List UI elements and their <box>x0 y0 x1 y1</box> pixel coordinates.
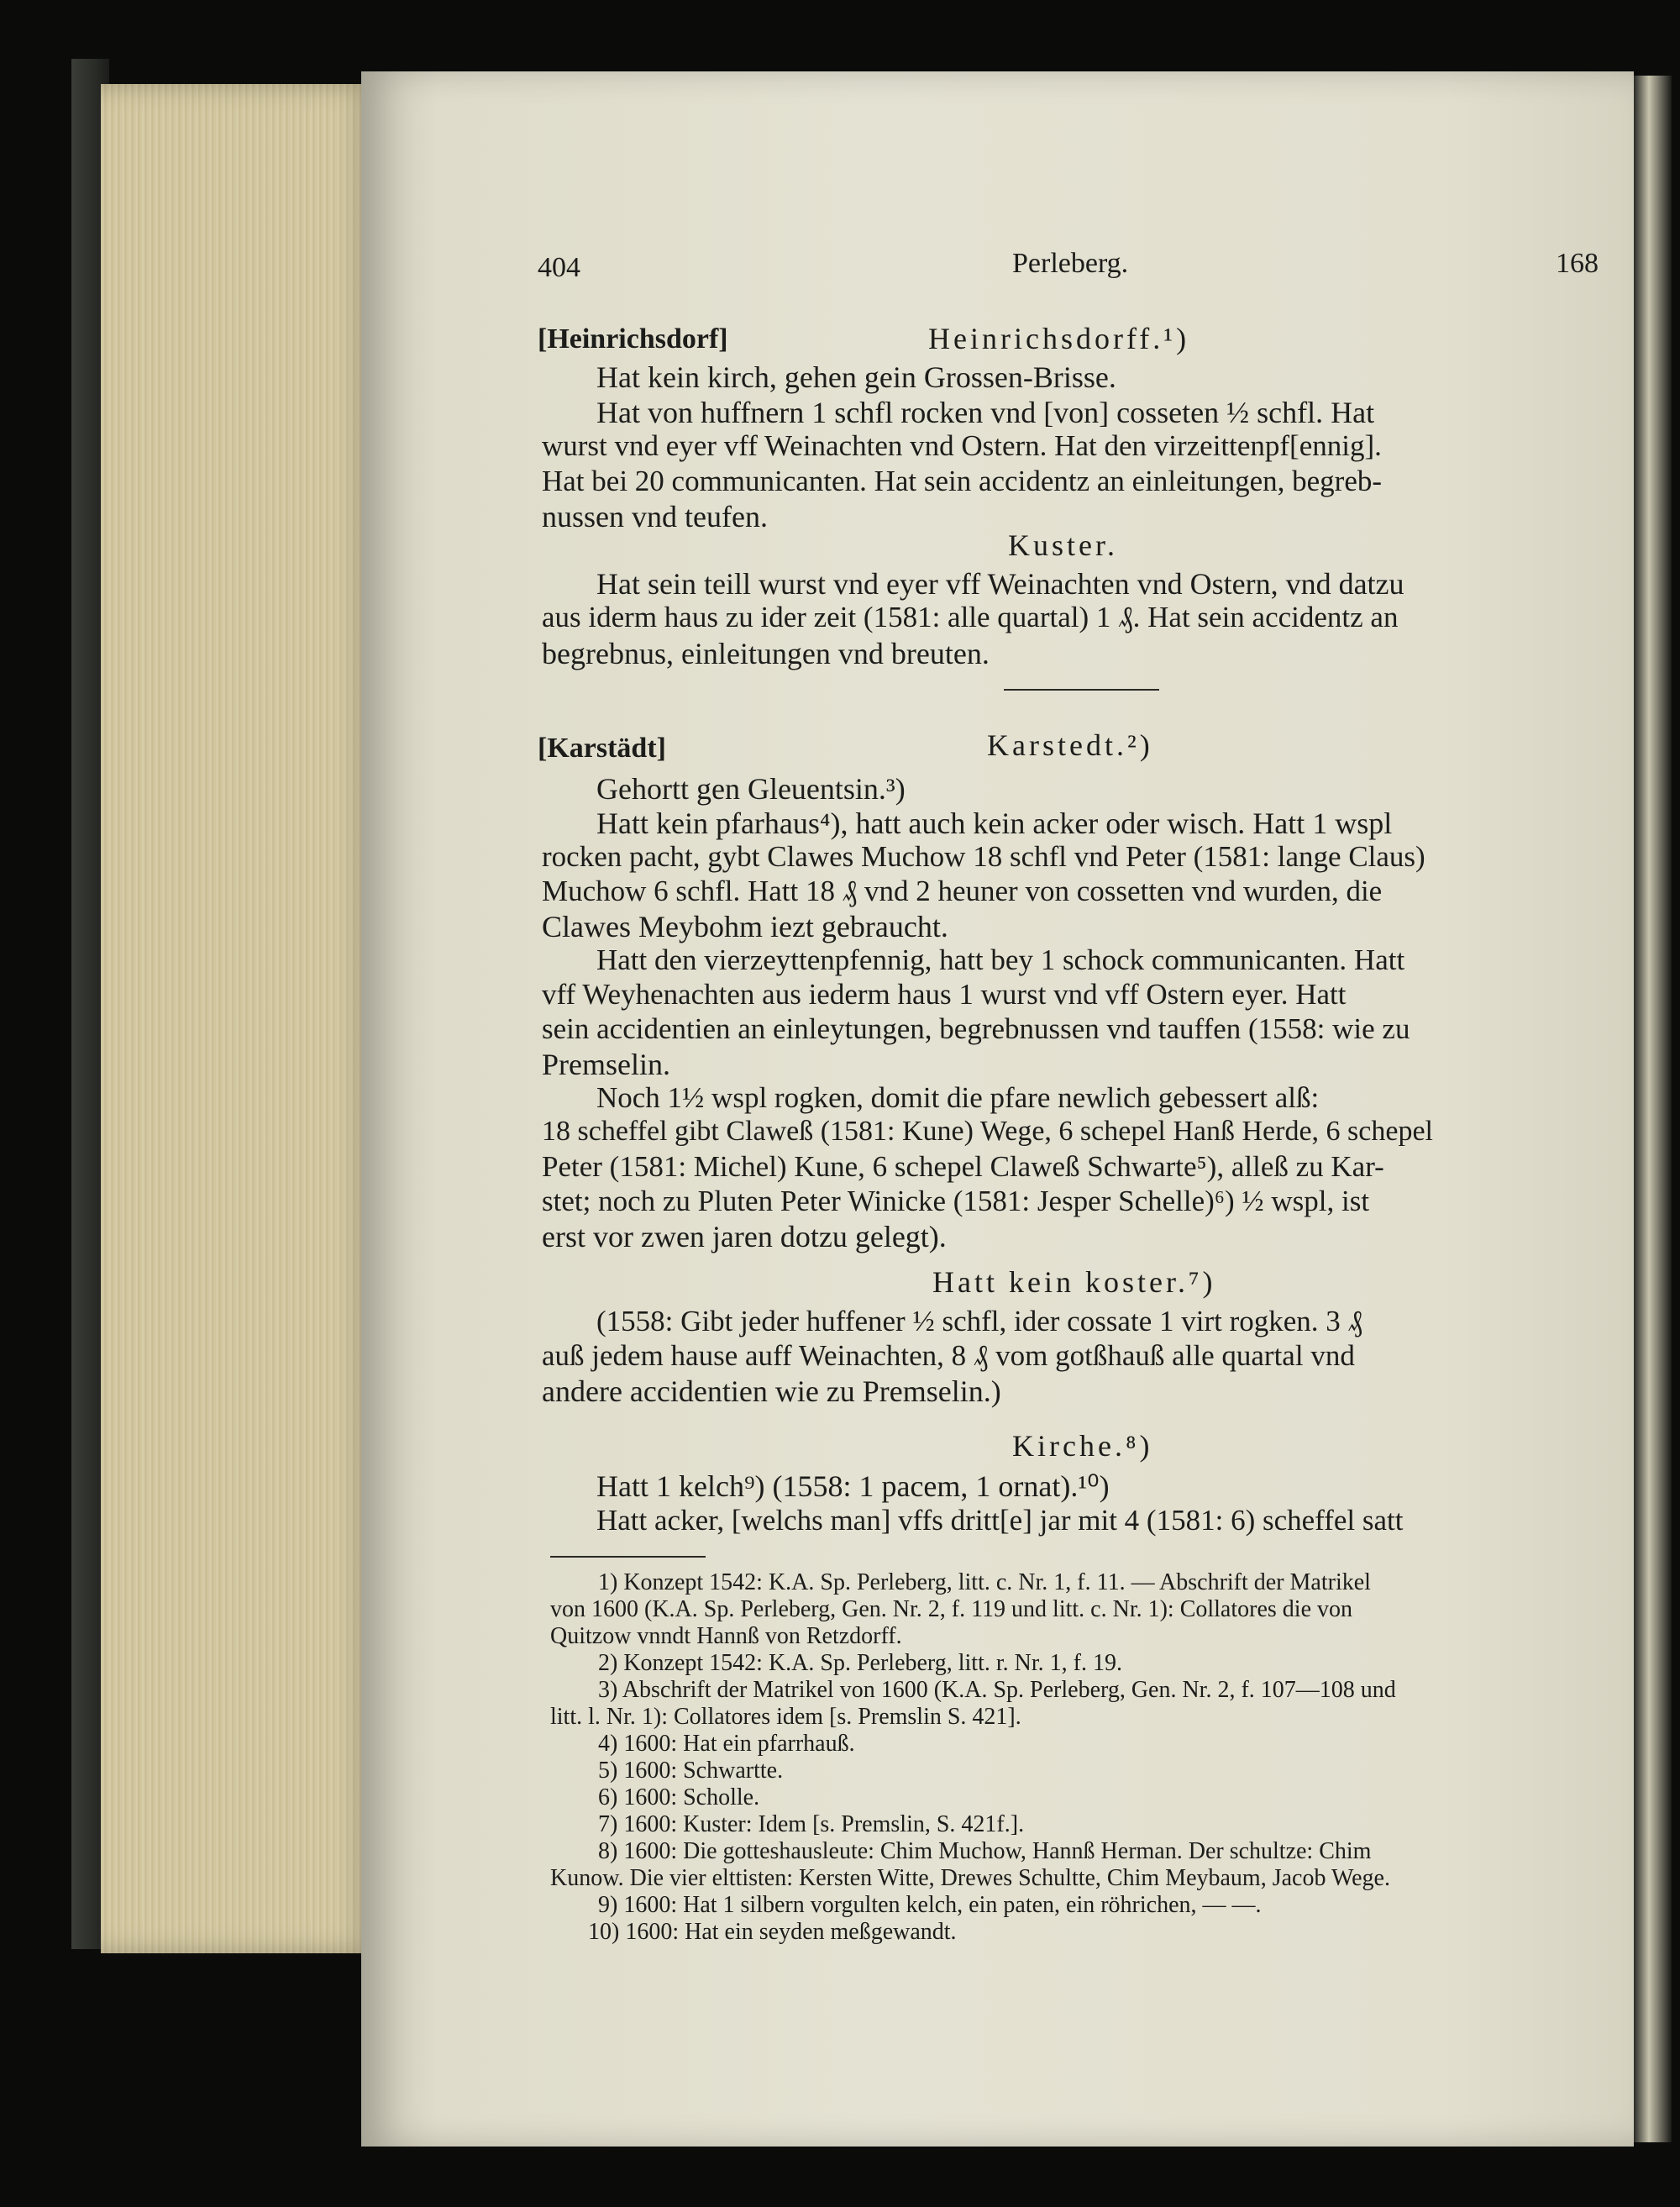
section-label-heinrichsdorf: [Heinrichsdorf] <box>538 323 728 355</box>
text-line: nussen vnd teufen. <box>542 500 768 533</box>
footnote-line: 8) 1600: Die gotteshausleute: Chim Muchow, Hannß Herman. Der schultze: Chim <box>598 1838 1372 1864</box>
text-line: (1558: Gibt jeder huffener ½ schfl, ider cossate 1 virt rogken. 3 ₰ <box>596 1305 1363 1337</box>
text-line: begrebnus, einleitungen vnd breuten. <box>542 637 990 670</box>
text-line: wurst vnd eyer vff Weinachten vnd Ostern. Hat den virzeittenpf[ennig]. <box>542 429 1382 462</box>
text-line: Hatt kein pfarhaus⁴), hatt auch kein acker oder wisch. Hatt 1 wspl <box>596 807 1393 840</box>
footnote-line: 5) 1600: Schwartte. <box>598 1758 784 1784</box>
subheading-kuster: Kuster. <box>1008 528 1118 562</box>
page-stack-edge <box>101 84 378 1953</box>
text-line: Hat bei 20 communicanten. Hat sein accidentz an einleitungen, begreb- <box>542 465 1383 497</box>
footnote-line: 2) Konzept 1542: K.A. Sp. Perleberg, litt. r. Nr. 1, f. 19. <box>598 1650 1122 1676</box>
text-line: aus iderm haus zu ider zeit (1581: alle quartal) 1 ₰. Hat sein accidentz an <box>542 601 1399 633</box>
footnote-line: 1) Konzept 1542: K.A. Sp. Perleberg, litt. c. Nr. 1, f. 11. — Abschrift der Matrikel <box>598 1569 1371 1595</box>
footnote-line: von 1600 (K.A. Sp. Perleberg, Gen. Nr. 2, f. 119 und litt. c. Nr. 1): Collatores die von <box>550 1596 1352 1622</box>
text-line: Noch 1½ wspl rogken, domit die pfare newlich gebessert alß: <box>596 1081 1320 1114</box>
text-line: rocken pacht, gybt Clawes Muchow 18 schfl vnd Peter (1581: lange Claus) <box>542 840 1425 873</box>
text-line: stet; noch zu Pluten Peter Winicke (1581: Jesper Schelle)⁶) ½ wspl, ist <box>542 1185 1370 1217</box>
footnote-line: litt. l. Nr. 1): Collatores idem [s. Premslin S. 421]. <box>550 1704 1021 1730</box>
text-line: Clawes Meybohm iezt gebraucht. <box>542 910 948 943</box>
footnote-rule <box>550 1556 706 1558</box>
page-number-right: 168 <box>1556 248 1599 279</box>
facing-page-edge <box>1634 76 1672 2142</box>
section-heading-heinrichsdorf: Heinrichsdorff.¹) <box>928 322 1190 355</box>
section-divider <box>1004 689 1159 691</box>
footnote-line: Quitzow vnndt Hannß von Retzdorff. <box>550 1623 902 1649</box>
text-line: Peter (1581: Michel) Kune, 6 schepel Claweß Schwarte⁵), alleß zu Kar- <box>542 1150 1384 1183</box>
text-line: Hatt den vierzeyttenpfennig, hatt bey 1 schock communicanten. Hatt <box>596 943 1405 976</box>
footnote-line: 4) 1600: Hat ein pfarrhauß. <box>598 1731 855 1757</box>
footnote-line: 3) Abschrift der Matrikel von 1600 (K.A. Sp. Perleberg, Gen. Nr. 2, f. 107—108 und <box>598 1677 1396 1703</box>
text-line: Hatt acker, [welchs man] vffs dritt[e] jar mit 4 (1581: 6) scheffel satt <box>596 1504 1404 1537</box>
text-line: auß jedem hause auff Weinachten, 8 ₰ vom gotßhauß alle quartal vnd <box>542 1339 1355 1372</box>
text-line: 18 scheffel gibt Claweß (1581: Kune) Wege, 6 schepel Hanß Herde, 6 schepel <box>542 1116 1434 1147</box>
text-line: Muchow 6 schfl. Hatt 18 ₰ vnd 2 heuner von cossetten vnd wurden, die <box>542 875 1383 907</box>
footnote-line: 6) 1600: Scholle. <box>598 1784 760 1810</box>
footnote-line: 7) 1600: Kuster: Idem [s. Premslin, S. 421f.]. <box>598 1811 1025 1837</box>
text-line: andere accidentien wie zu Premselin.) <box>542 1374 1001 1408</box>
section-heading-karstaedt: Karstedt.²) <box>987 728 1153 762</box>
text-line: Hat sein teill wurst vnd eyer vff Weinachten vnd Ostern, vnd datzu <box>596 567 1404 601</box>
page-number-left: 404 <box>538 252 580 283</box>
text-line: Hat von huffnern 1 schfl rocken vnd [von] cosseten ½ schfl. Hat <box>596 396 1375 429</box>
running-title: Perleberg. <box>1012 248 1129 279</box>
text-line: sein accidentien an einleytungen, begrebnussen vnd tauffen (1558: wie zu <box>542 1012 1410 1045</box>
text-line: erst vor zwen jaren dotzu gelegt). <box>542 1220 947 1253</box>
text-line: Hatt 1 kelch⁹) (1558: 1 pacem, 1 ornat).¹⁰) <box>596 1469 1110 1503</box>
footnote-line: 10) 1600: Hat ein seyden meßgewandt. <box>588 1919 957 1945</box>
section-label-karstaedt: [Karstädt] <box>538 733 666 764</box>
subheading-koster: Hatt kein koster.⁷) <box>932 1265 1216 1299</box>
text-line: vff Weyhenachten aus iederm haus 1 wurst vnd vff Ostern eyer. Hatt <box>542 978 1347 1011</box>
text-line: Premselin. <box>542 1048 670 1081</box>
text-line: Gehortt gen Gleuentsin.³) <box>596 772 906 806</box>
text-line: Hat kein kirch, gehen gein Grossen-Brisse. <box>596 360 1116 394</box>
footnote-line: Kunow. Die vier elttisten: Kersten Witte, Drewes Schultte, Chim Meybaum, Jacob Wege. <box>550 1865 1390 1891</box>
subheading-kirche: Kirche.⁸) <box>1012 1429 1153 1463</box>
footnote-line: 9) 1600: Hat 1 silbern vorgulten kelch, ein paten, ein röhrichen, — —. <box>598 1892 1262 1918</box>
